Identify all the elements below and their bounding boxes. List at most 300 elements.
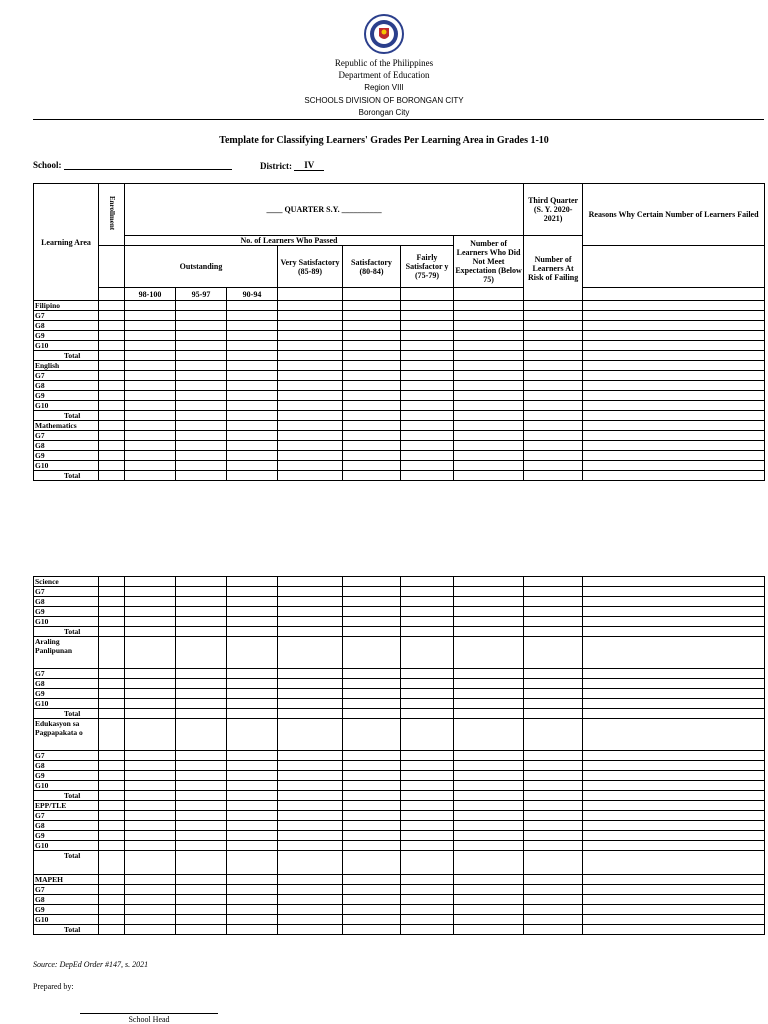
table-cell[interactable] <box>583 401 765 411</box>
table-cell[interactable] <box>278 751 343 761</box>
table-cell[interactable] <box>583 461 765 471</box>
table-cell[interactable] <box>583 471 765 481</box>
table-cell[interactable] <box>227 351 278 361</box>
table-cell[interactable] <box>125 821 176 831</box>
table-cell[interactable] <box>524 451 583 461</box>
table-cell[interactable] <box>278 607 343 617</box>
district-value[interactable]: IV <box>294 160 324 171</box>
table-cell[interactable] <box>176 311 227 321</box>
table-cell[interactable] <box>401 781 454 791</box>
table-cell[interactable] <box>227 709 278 719</box>
table-cell[interactable] <box>99 637 125 669</box>
table-cell[interactable] <box>583 421 765 431</box>
table-cell[interactable] <box>401 461 454 471</box>
table-cell[interactable] <box>227 627 278 637</box>
table-cell[interactable] <box>524 597 583 607</box>
table-cell[interactable] <box>125 699 176 709</box>
table-cell[interactable] <box>176 751 227 761</box>
table-cell[interactable] <box>278 875 343 885</box>
table-cell[interactable] <box>227 361 278 371</box>
table-cell[interactable] <box>524 301 583 311</box>
table-cell[interactable] <box>524 699 583 709</box>
table-cell[interactable] <box>524 471 583 481</box>
table-cell[interactable] <box>99 895 125 905</box>
table-cell[interactable] <box>524 811 583 821</box>
table-cell[interactable] <box>278 851 343 875</box>
table-cell[interactable] <box>227 471 278 481</box>
table-cell[interactable] <box>278 679 343 689</box>
table-cell[interactable] <box>343 875 401 885</box>
table-cell[interactable] <box>583 719 765 751</box>
table-cell[interactable] <box>227 831 278 841</box>
table-cell[interactable] <box>176 801 227 811</box>
table-cell[interactable] <box>401 451 454 461</box>
table-cell[interactable] <box>227 461 278 471</box>
table-cell[interactable] <box>278 709 343 719</box>
table-cell[interactable] <box>176 331 227 341</box>
table-cell[interactable] <box>401 875 454 885</box>
table-cell[interactable] <box>125 451 176 461</box>
table-cell[interactable] <box>278 761 343 771</box>
table-cell[interactable] <box>583 801 765 811</box>
table-cell[interactable] <box>125 875 176 885</box>
table-cell[interactable] <box>401 597 454 607</box>
table-cell[interactable] <box>176 915 227 925</box>
table-cell[interactable] <box>125 831 176 841</box>
table-cell[interactable] <box>401 851 454 875</box>
table-cell[interactable] <box>176 637 227 669</box>
table-cell[interactable] <box>125 587 176 597</box>
table-cell[interactable] <box>454 401 524 411</box>
table-cell[interactable] <box>278 831 343 841</box>
table-cell[interactable] <box>278 341 343 351</box>
table-cell[interactable] <box>343 771 401 781</box>
table-cell[interactable] <box>278 371 343 381</box>
table-cell[interactable] <box>583 831 765 841</box>
table-cell[interactable] <box>99 311 125 321</box>
table-cell[interactable] <box>524 719 583 751</box>
table-cell[interactable] <box>176 421 227 431</box>
table-cell[interactable] <box>227 371 278 381</box>
table-cell[interactable] <box>125 637 176 669</box>
table-cell[interactable] <box>176 461 227 471</box>
table-cell[interactable] <box>454 577 524 587</box>
table-cell[interactable] <box>176 587 227 597</box>
table-cell[interactable] <box>343 689 401 699</box>
table-cell[interactable] <box>278 361 343 371</box>
table-cell[interactable] <box>583 381 765 391</box>
table-cell[interactable] <box>524 351 583 361</box>
table-cell[interactable] <box>343 381 401 391</box>
table-cell[interactable] <box>176 471 227 481</box>
table-cell[interactable] <box>454 751 524 761</box>
table-cell[interactable] <box>99 587 125 597</box>
table-cell[interactable] <box>176 791 227 801</box>
table-cell[interactable] <box>125 627 176 637</box>
table-cell[interactable] <box>278 381 343 391</box>
table-cell[interactable] <box>454 311 524 321</box>
table-cell[interactable] <box>454 905 524 915</box>
table-cell[interactable] <box>583 341 765 351</box>
table-cell[interactable] <box>524 821 583 831</box>
table-cell[interactable] <box>125 761 176 771</box>
table-cell[interactable] <box>176 699 227 709</box>
table-cell[interactable] <box>401 341 454 351</box>
table-cell[interactable] <box>227 617 278 627</box>
table-cell[interactable] <box>227 679 278 689</box>
table-cell[interactable] <box>125 381 176 391</box>
table-cell[interactable] <box>454 331 524 341</box>
table-cell[interactable] <box>176 679 227 689</box>
table-cell[interactable] <box>125 885 176 895</box>
table-cell[interactable] <box>583 607 765 617</box>
table-cell[interactable] <box>278 669 343 679</box>
table-cell[interactable] <box>401 751 454 761</box>
table-cell[interactable] <box>227 841 278 851</box>
table-cell[interactable] <box>125 471 176 481</box>
table-cell[interactable] <box>125 709 176 719</box>
table-cell[interactable] <box>227 811 278 821</box>
table-cell[interactable] <box>343 811 401 821</box>
table-cell[interactable] <box>524 915 583 925</box>
table-cell[interactable] <box>227 761 278 771</box>
table-cell[interactable] <box>99 771 125 781</box>
table-cell[interactable] <box>176 709 227 719</box>
table-cell[interactable] <box>99 761 125 771</box>
table-cell[interactable] <box>401 689 454 699</box>
table-cell[interactable] <box>176 885 227 895</box>
table-cell[interactable] <box>583 709 765 719</box>
table-cell[interactable] <box>583 771 765 781</box>
table-cell[interactable] <box>401 679 454 689</box>
table-cell[interactable] <box>227 331 278 341</box>
table-cell[interactable] <box>401 801 454 811</box>
table-cell[interactable] <box>524 331 583 341</box>
table-cell[interactable] <box>125 431 176 441</box>
table-cell[interactable] <box>176 607 227 617</box>
table-cell[interactable] <box>583 301 765 311</box>
table-cell[interactable] <box>99 381 125 391</box>
table-cell[interactable] <box>125 679 176 689</box>
table-cell[interactable] <box>454 607 524 617</box>
table-cell[interactable] <box>99 321 125 331</box>
table-cell[interactable] <box>99 607 125 617</box>
table-cell[interactable] <box>401 471 454 481</box>
table-cell[interactable] <box>125 801 176 811</box>
table-cell[interactable] <box>176 411 227 421</box>
table-cell[interactable] <box>99 915 125 925</box>
table-cell[interactable] <box>278 461 343 471</box>
table-cell[interactable] <box>125 301 176 311</box>
table-cell[interactable] <box>583 821 765 831</box>
table-cell[interactable] <box>454 821 524 831</box>
table-cell[interactable] <box>125 791 176 801</box>
table-cell[interactable] <box>454 831 524 841</box>
table-cell[interactable] <box>278 587 343 597</box>
table-cell[interactable] <box>227 791 278 801</box>
table-cell[interactable] <box>343 831 401 841</box>
table-cell[interactable] <box>343 311 401 321</box>
table-cell[interactable] <box>401 311 454 321</box>
table-cell[interactable] <box>343 461 401 471</box>
table-cell[interactable] <box>401 587 454 597</box>
table-cell[interactable] <box>343 441 401 451</box>
table-cell[interactable] <box>99 821 125 831</box>
table-cell[interactable] <box>227 895 278 905</box>
table-cell[interactable] <box>278 811 343 821</box>
table-cell[interactable] <box>125 915 176 925</box>
table-cell[interactable] <box>99 371 125 381</box>
table-cell[interactable] <box>401 791 454 801</box>
table-cell[interactable] <box>227 341 278 351</box>
table-cell[interactable] <box>278 699 343 709</box>
table-cell[interactable] <box>583 321 765 331</box>
table-cell[interactable] <box>583 597 765 607</box>
table-cell[interactable] <box>125 331 176 341</box>
table-cell[interactable] <box>227 431 278 441</box>
table-cell[interactable] <box>583 577 765 587</box>
table-cell[interactable] <box>343 905 401 915</box>
table-cell[interactable] <box>454 301 524 311</box>
table-cell[interactable] <box>125 321 176 331</box>
table-cell[interactable] <box>278 627 343 637</box>
table-cell[interactable] <box>343 431 401 441</box>
table-cell[interactable] <box>227 719 278 751</box>
table-cell[interactable] <box>401 627 454 637</box>
table-cell[interactable] <box>583 905 765 915</box>
table-cell[interactable] <box>524 361 583 371</box>
table-cell[interactable] <box>454 371 524 381</box>
table-cell[interactable] <box>176 597 227 607</box>
table-cell[interactable] <box>454 411 524 421</box>
table-cell[interactable] <box>454 761 524 771</box>
table-cell[interactable] <box>401 719 454 751</box>
table-cell[interactable] <box>583 811 765 821</box>
table-cell[interactable] <box>343 451 401 461</box>
table-cell[interactable] <box>524 761 583 771</box>
table-cell[interactable] <box>524 411 583 421</box>
table-cell[interactable] <box>524 791 583 801</box>
table-cell[interactable] <box>176 391 227 401</box>
table-cell[interactable] <box>125 841 176 851</box>
table-cell[interactable] <box>583 617 765 627</box>
table-cell[interactable] <box>227 597 278 607</box>
table-cell[interactable] <box>524 895 583 905</box>
table-cell[interactable] <box>176 441 227 451</box>
table-cell[interactable] <box>125 925 176 935</box>
table-cell[interactable] <box>176 841 227 851</box>
table-cell[interactable] <box>524 617 583 627</box>
table-cell[interactable] <box>401 811 454 821</box>
table-cell[interactable] <box>524 925 583 935</box>
table-cell[interactable] <box>583 451 765 461</box>
table-cell[interactable] <box>278 391 343 401</box>
table-cell[interactable] <box>343 821 401 831</box>
table-cell[interactable] <box>454 617 524 627</box>
table-cell[interactable] <box>454 381 524 391</box>
table-cell[interactable] <box>401 709 454 719</box>
table-cell[interactable] <box>583 895 765 905</box>
table-cell[interactable] <box>278 637 343 669</box>
table-cell[interactable] <box>583 841 765 851</box>
table-cell[interactable] <box>524 781 583 791</box>
table-cell[interactable] <box>99 401 125 411</box>
table-cell[interactable] <box>278 351 343 361</box>
table-cell[interactable] <box>454 895 524 905</box>
table-cell[interactable] <box>278 617 343 627</box>
table-cell[interactable] <box>278 577 343 587</box>
table-cell[interactable] <box>227 451 278 461</box>
table-cell[interactable] <box>583 431 765 441</box>
school-blank[interactable] <box>64 169 232 170</box>
table-cell[interactable] <box>343 607 401 617</box>
table-cell[interactable] <box>176 321 227 331</box>
table-cell[interactable] <box>583 689 765 699</box>
table-cell[interactable] <box>99 831 125 841</box>
table-cell[interactable] <box>583 791 765 801</box>
table-cell[interactable] <box>343 679 401 689</box>
table-cell[interactable] <box>99 669 125 679</box>
table-cell[interactable] <box>278 441 343 451</box>
table-cell[interactable] <box>99 709 125 719</box>
table-cell[interactable] <box>125 607 176 617</box>
table-cell[interactable] <box>278 311 343 321</box>
table-cell[interactable] <box>227 915 278 925</box>
table-cell[interactable] <box>343 587 401 597</box>
table-cell[interactable] <box>343 781 401 791</box>
table-cell[interactable] <box>99 301 125 311</box>
table-cell[interactable] <box>125 895 176 905</box>
table-cell[interactable] <box>227 821 278 831</box>
table-cell[interactable] <box>343 351 401 361</box>
table-cell[interactable] <box>524 371 583 381</box>
table-cell[interactable] <box>583 371 765 381</box>
table-cell[interactable] <box>583 751 765 761</box>
table-cell[interactable] <box>454 925 524 935</box>
table-cell[interactable] <box>227 311 278 321</box>
table-cell[interactable] <box>343 597 401 607</box>
table-cell[interactable] <box>227 885 278 895</box>
table-cell[interactable] <box>99 811 125 821</box>
table-cell[interactable] <box>454 679 524 689</box>
table-cell[interactable] <box>278 411 343 421</box>
table-cell[interactable] <box>176 895 227 905</box>
table-cell[interactable] <box>583 669 765 679</box>
table-cell[interactable] <box>99 597 125 607</box>
table-cell[interactable] <box>278 885 343 895</box>
table-cell[interactable] <box>176 341 227 351</box>
table-cell[interactable] <box>125 577 176 587</box>
table-cell[interactable] <box>454 421 524 431</box>
table-cell[interactable] <box>583 627 765 637</box>
table-cell[interactable] <box>343 801 401 811</box>
table-cell[interactable] <box>454 841 524 851</box>
table-cell[interactable] <box>343 895 401 905</box>
table-cell[interactable] <box>227 381 278 391</box>
table-cell[interactable] <box>176 761 227 771</box>
table-cell[interactable] <box>176 925 227 935</box>
table-cell[interactable] <box>454 451 524 461</box>
table-cell[interactable] <box>99 751 125 761</box>
table-cell[interactable] <box>583 637 765 669</box>
table-cell[interactable] <box>454 341 524 351</box>
table-cell[interactable] <box>278 781 343 791</box>
table-cell[interactable] <box>583 885 765 895</box>
table-cell[interactable] <box>524 679 583 689</box>
table-cell[interactable] <box>454 851 524 875</box>
table-cell[interactable] <box>524 905 583 915</box>
table-cell[interactable] <box>524 831 583 841</box>
table-cell[interactable] <box>454 811 524 821</box>
table-cell[interactable] <box>176 431 227 441</box>
table-cell[interactable] <box>343 851 401 875</box>
table-cell[interactable] <box>99 851 125 875</box>
table-cell[interactable] <box>99 925 125 935</box>
table-cell[interactable] <box>125 751 176 761</box>
table-cell[interactable] <box>454 471 524 481</box>
table-cell[interactable] <box>454 597 524 607</box>
table-cell[interactable] <box>524 431 583 441</box>
table-cell[interactable] <box>125 617 176 627</box>
table-cell[interactable] <box>401 885 454 895</box>
table-cell[interactable] <box>176 577 227 587</box>
table-cell[interactable] <box>343 391 401 401</box>
table-cell[interactable] <box>401 361 454 371</box>
table-cell[interactable] <box>343 401 401 411</box>
table-cell[interactable] <box>176 851 227 875</box>
table-cell[interactable] <box>401 351 454 361</box>
table-cell[interactable] <box>524 577 583 587</box>
table-cell[interactable] <box>227 699 278 709</box>
table-cell[interactable] <box>227 875 278 885</box>
table-cell[interactable] <box>454 689 524 699</box>
table-cell[interactable] <box>278 791 343 801</box>
table-cell[interactable] <box>454 361 524 371</box>
table-cell[interactable] <box>99 451 125 461</box>
table-cell[interactable] <box>176 689 227 699</box>
table-cell[interactable] <box>524 421 583 431</box>
table-cell[interactable] <box>524 709 583 719</box>
table-cell[interactable] <box>454 637 524 669</box>
table-cell[interactable] <box>454 351 524 361</box>
table-cell[interactable] <box>227 751 278 761</box>
table-cell[interactable] <box>278 895 343 905</box>
table-cell[interactable] <box>583 411 765 421</box>
table-cell[interactable] <box>125 371 176 381</box>
table-cell[interactable] <box>176 301 227 311</box>
table-cell[interactable] <box>524 689 583 699</box>
table-cell[interactable] <box>401 321 454 331</box>
table-cell[interactable] <box>454 461 524 471</box>
table-cell[interactable] <box>401 421 454 431</box>
table-cell[interactable] <box>454 885 524 895</box>
table-cell[interactable] <box>227 577 278 587</box>
table-cell[interactable] <box>454 699 524 709</box>
table-cell[interactable] <box>524 751 583 761</box>
table-cell[interactable] <box>125 669 176 679</box>
table-cell[interactable] <box>524 461 583 471</box>
table-cell[interactable] <box>343 321 401 331</box>
table-cell[interactable] <box>343 885 401 895</box>
table-cell[interactable] <box>401 761 454 771</box>
table-cell[interactable] <box>99 627 125 637</box>
table-cell[interactable] <box>454 669 524 679</box>
table-cell[interactable] <box>454 709 524 719</box>
table-cell[interactable] <box>401 301 454 311</box>
table-cell[interactable] <box>99 471 125 481</box>
table-cell[interactable] <box>401 431 454 441</box>
table-cell[interactable] <box>524 441 583 451</box>
